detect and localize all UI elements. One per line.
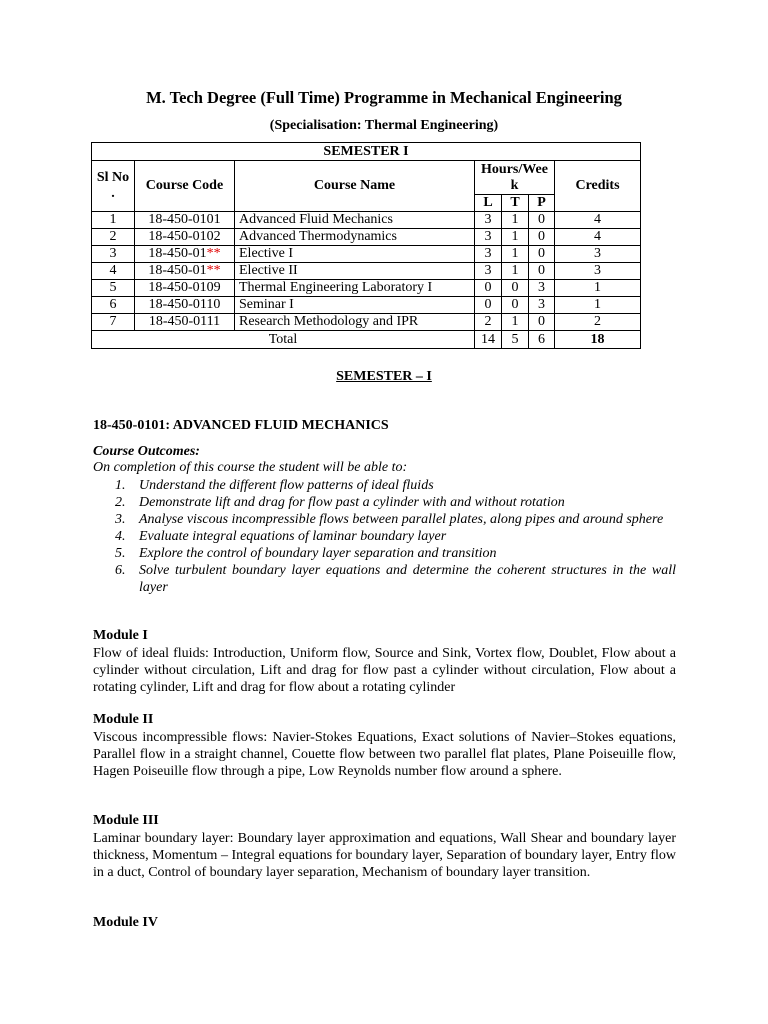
semester-heading: SEMESTER – I bbox=[336, 369, 432, 384]
outcome-text: Demonstrate lift and drag for flow past a cylinder with and without rotation bbox=[139, 495, 565, 510]
row-credits: 2 bbox=[555, 314, 641, 331]
row-t: 1 bbox=[502, 212, 529, 229]
total-label: Total bbox=[92, 331, 475, 349]
row-code-asterisk: ** bbox=[206, 263, 221, 278]
row-credits: 3 bbox=[555, 246, 641, 263]
outcome-item bbox=[93, 477, 676, 494]
row-code bbox=[135, 246, 235, 263]
semester-table-body bbox=[92, 212, 641, 331]
outcome-text: Evaluate integral equations of laminar boundary layer bbox=[139, 529, 447, 544]
row-p: 0 bbox=[529, 263, 555, 280]
outcome-text: Solve turbulent boundary layer equations and determine the coherent structures in the wall layer bbox=[139, 563, 676, 595]
outcome-number: 3. bbox=[115, 512, 126, 527]
semester-table-header: SEMESTER I bbox=[92, 143, 641, 161]
course-heading: 18-450-0101: ADVANCED FLUID MECHANICS bbox=[93, 418, 389, 433]
row-p: 0 bbox=[529, 212, 555, 229]
row-code bbox=[135, 314, 235, 331]
table-row bbox=[92, 297, 641, 314]
row-code bbox=[135, 280, 235, 297]
row-name: Research Methodology and IPR bbox=[235, 314, 475, 331]
table-row bbox=[92, 314, 641, 331]
row-sl: 5 bbox=[92, 280, 135, 297]
row-code-text: 18-450-0101 bbox=[148, 212, 221, 227]
outcome-text: Explore the control of boundary layer separation and transition bbox=[139, 546, 497, 561]
row-code-text: 18-450-0111 bbox=[148, 314, 221, 329]
module-3-body: Laminar boundary layer: Boundary layer approximation and equations, Wall Shear and boundary layer thickness, Momentum – Integral equations for boundary layer, Separation of boundary layer, Entry flow in a duct, Control of boundary layer separation, Mechanism of boundary layer transition. bbox=[93, 831, 676, 880]
row-l: 2 bbox=[475, 314, 502, 331]
module-1-body: Flow of ideal fluids: Introduction, Uniform flow, Source and Sink, Vortex flow, Doublet, Flow about a cylinder without circulation, Lift and drag for flow past a cylinder without circulation, Flow about a rotating cylinder, Lift and drag for flow about a rotating cylinder bbox=[93, 646, 676, 695]
row-sl: 7 bbox=[92, 314, 135, 331]
row-l: 0 bbox=[475, 280, 502, 297]
row-t: 1 bbox=[502, 229, 529, 246]
row-credits: 4 bbox=[555, 229, 641, 246]
row-t: 0 bbox=[502, 280, 529, 297]
col-header-name: Course Name bbox=[235, 161, 475, 212]
row-l: 3 bbox=[475, 212, 502, 229]
table-row bbox=[92, 246, 641, 263]
outcome-item bbox=[93, 528, 676, 545]
row-code-text: 18-450-0109 bbox=[148, 280, 221, 295]
outcome-item bbox=[93, 562, 676, 596]
total-t: 5 bbox=[502, 331, 529, 349]
specialisation-subtitle: (Specialisation: Thermal Engineering) bbox=[269, 118, 499, 133]
col-header-l: L bbox=[475, 195, 502, 212]
row-code bbox=[135, 229, 235, 246]
row-code bbox=[135, 297, 235, 314]
outcome-item bbox=[93, 545, 676, 562]
total-p: 6 bbox=[529, 331, 555, 349]
row-credits: 1 bbox=[555, 297, 641, 314]
row-t: 1 bbox=[502, 246, 529, 263]
col-header-sl: Sl No . bbox=[92, 161, 135, 212]
col-header-hours: Hours/Wee k bbox=[475, 161, 555, 195]
table-row bbox=[92, 263, 641, 280]
outcome-number: 6. bbox=[115, 563, 126, 578]
row-l: 0 bbox=[475, 297, 502, 314]
col-header-p: P bbox=[529, 195, 555, 212]
outcome-text: Understand the different flow patterns of ideal fluids bbox=[139, 478, 434, 493]
row-code-asterisk: ** bbox=[206, 246, 221, 261]
module-1-title: Module I bbox=[93, 628, 148, 643]
row-l: 3 bbox=[475, 263, 502, 280]
total-credits: 18 bbox=[555, 331, 641, 349]
row-l: 3 bbox=[475, 246, 502, 263]
outcome-number: 5. bbox=[115, 546, 126, 561]
row-l: 3 bbox=[475, 229, 502, 246]
row-t: 1 bbox=[502, 263, 529, 280]
total-l: 14 bbox=[475, 331, 502, 349]
row-code-text: 18-450-01 bbox=[148, 263, 207, 278]
row-code-text: 18-450-0110 bbox=[148, 297, 221, 312]
row-credits: 4 bbox=[555, 212, 641, 229]
col-header-credits: Credits bbox=[555, 161, 641, 212]
total-row bbox=[92, 331, 641, 349]
outcome-item bbox=[93, 511, 676, 528]
outcome-number: 4. bbox=[115, 529, 126, 544]
col-header-t: T bbox=[502, 195, 529, 212]
module-3-title: Module III bbox=[93, 813, 159, 828]
outcome-number: 2. bbox=[115, 495, 126, 510]
row-code-text: 18-450-0102 bbox=[148, 229, 221, 244]
row-name: Advanced Thermodynamics bbox=[235, 229, 475, 246]
table-row bbox=[92, 280, 641, 297]
row-sl: 2 bbox=[92, 229, 135, 246]
row-t: 1 bbox=[502, 314, 529, 331]
row-credits: 1 bbox=[555, 280, 641, 297]
module-2-body: Viscous incompressible flows: Navier-Stokes Equations, Exact solutions of Navier–Stokes equations, Parallel flow in a straight channel, Couette flow between two parallel flat plates, Plane Poiseuille flow, Hagen Poiseuille flow through a pipe, Low Reynolds number flow around a sphere. bbox=[93, 730, 676, 779]
col-header-code: Course Code bbox=[135, 161, 235, 212]
row-sl: 3 bbox=[92, 246, 135, 263]
module-2-title: Module II bbox=[93, 712, 154, 727]
row-sl: 4 bbox=[92, 263, 135, 280]
row-p: 3 bbox=[529, 280, 555, 297]
outcome-item bbox=[93, 494, 676, 511]
outcomes-label: Course Outcomes: bbox=[93, 444, 200, 459]
row-name: Elective I bbox=[235, 246, 475, 263]
row-code bbox=[135, 212, 235, 229]
semester-table bbox=[91, 142, 641, 349]
row-t: 0 bbox=[502, 297, 529, 314]
row-name: Advanced Fluid Mechanics bbox=[235, 212, 475, 229]
row-code-text: 18-450-01 bbox=[148, 246, 207, 261]
table-row bbox=[92, 212, 641, 229]
row-p: 3 bbox=[529, 297, 555, 314]
row-sl: 6 bbox=[92, 297, 135, 314]
row-p: 0 bbox=[529, 246, 555, 263]
row-p: 0 bbox=[529, 229, 555, 246]
row-p: 0 bbox=[529, 314, 555, 331]
row-name: Seminar I bbox=[235, 297, 475, 314]
row-name: Thermal Engineering Laboratory I bbox=[235, 280, 475, 297]
row-name: Elective II bbox=[235, 263, 475, 280]
row-code bbox=[135, 263, 235, 280]
row-credits: 3 bbox=[555, 263, 641, 280]
outcomes-list bbox=[93, 477, 676, 596]
document-title: M. Tech Degree (Full Time) Programme in Mechanical Engineering bbox=[146, 88, 622, 107]
outcome-text: Analyse viscous incompressible flows between parallel plates, along pipes and around sphere bbox=[139, 512, 664, 527]
module-4-title: Module IV bbox=[93, 915, 158, 930]
outcome-number: 1. bbox=[115, 478, 126, 493]
outcomes-intro: On completion of this course the student will be able to: bbox=[93, 460, 408, 475]
table-row bbox=[92, 229, 641, 246]
row-sl: 1 bbox=[92, 212, 135, 229]
